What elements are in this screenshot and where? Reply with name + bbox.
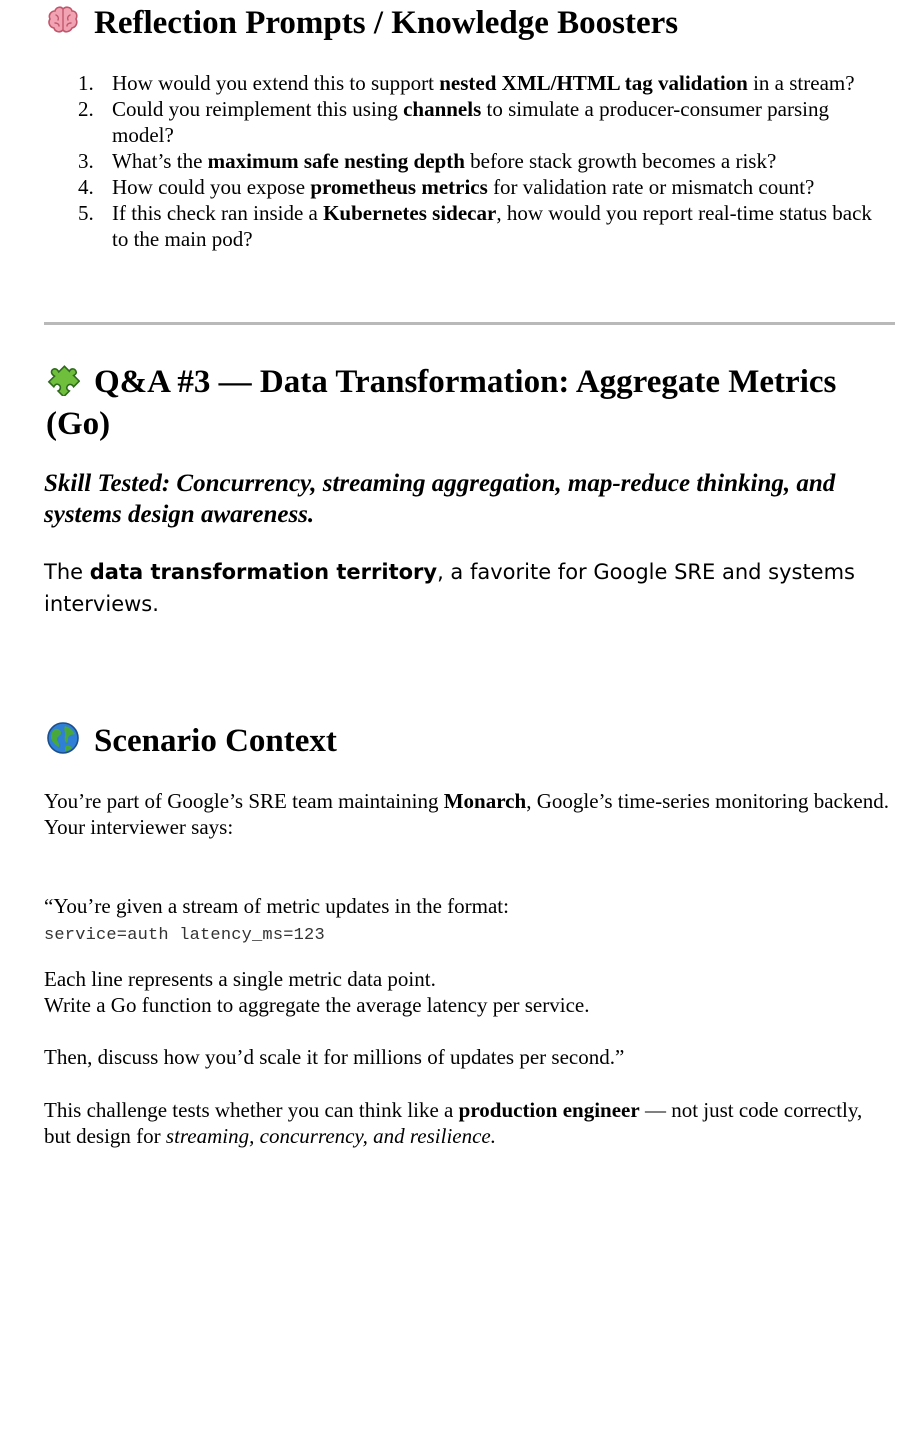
qa-heading (46, 361, 886, 445)
reflection-list (78, 70, 892, 252)
scale-paragraph: Then, discuss how you’d scale it for millions of updates per second.” (44, 1045, 625, 1069)
scenario-heading (46, 720, 337, 762)
quote-paragraph: “You’re given a stream of metric updates in the format: service=auth latency_ms=123 (44, 894, 509, 945)
globe-icon (46, 721, 80, 755)
challenge-paragraph: This challenge tests whether you can think like a production engineer — not just code correctly, but design for streaming, concurrency, and resilience. (44, 1098, 863, 1148)
puzzle-piece-icon (46, 362, 80, 396)
task-paragraph: Each line represents a single metric data point. Write a Go function to aggregate the average latency per service. (44, 967, 590, 1017)
list-item: 4. How could you expose prometheus metrics for validation rate or mismatch count? (78, 175, 815, 199)
horizontal-divider (44, 322, 895, 325)
list-item: 1. How would you extend this to support nested XML/HTML tag validation in a stream? (78, 71, 855, 95)
list-item: 3. What’s the maximum safe nesting depth before stack growth becomes a risk? (78, 149, 777, 173)
list-item: 5. If this check ran inside a Kubernetes sidecar, how would you report real-time status back to the main pod? (78, 201, 872, 251)
code-sample: service=auth latency_ms=123 (44, 926, 325, 945)
scenario-paragraph: You’re part of Google’s SRE team maintaining Monarch, Google’s time-series monitoring backend. Your interviewer says: (44, 789, 889, 839)
reflection-heading (46, 2, 678, 44)
scenario-title: Scenario Context (94, 723, 337, 759)
qa-title: Q&A #3 — Data Transformation: Aggregate Metrics (Go) (46, 364, 837, 442)
intro-paragraph: The data transformation territory, a favorite for Google SRE and systems interviews. (44, 560, 855, 616)
skill-tested: Skill Tested: Concurrency, streaming aggregation, map-reduce thinking, and systems design awareness. (44, 470, 836, 528)
brain-icon (46, 3, 80, 37)
list-item: 2. Could you reimplement this using channels to simulate a producer-consumer parsing model? (78, 97, 829, 147)
reflection-title: Reflection Prompts / Knowledge Boosters (94, 5, 679, 41)
